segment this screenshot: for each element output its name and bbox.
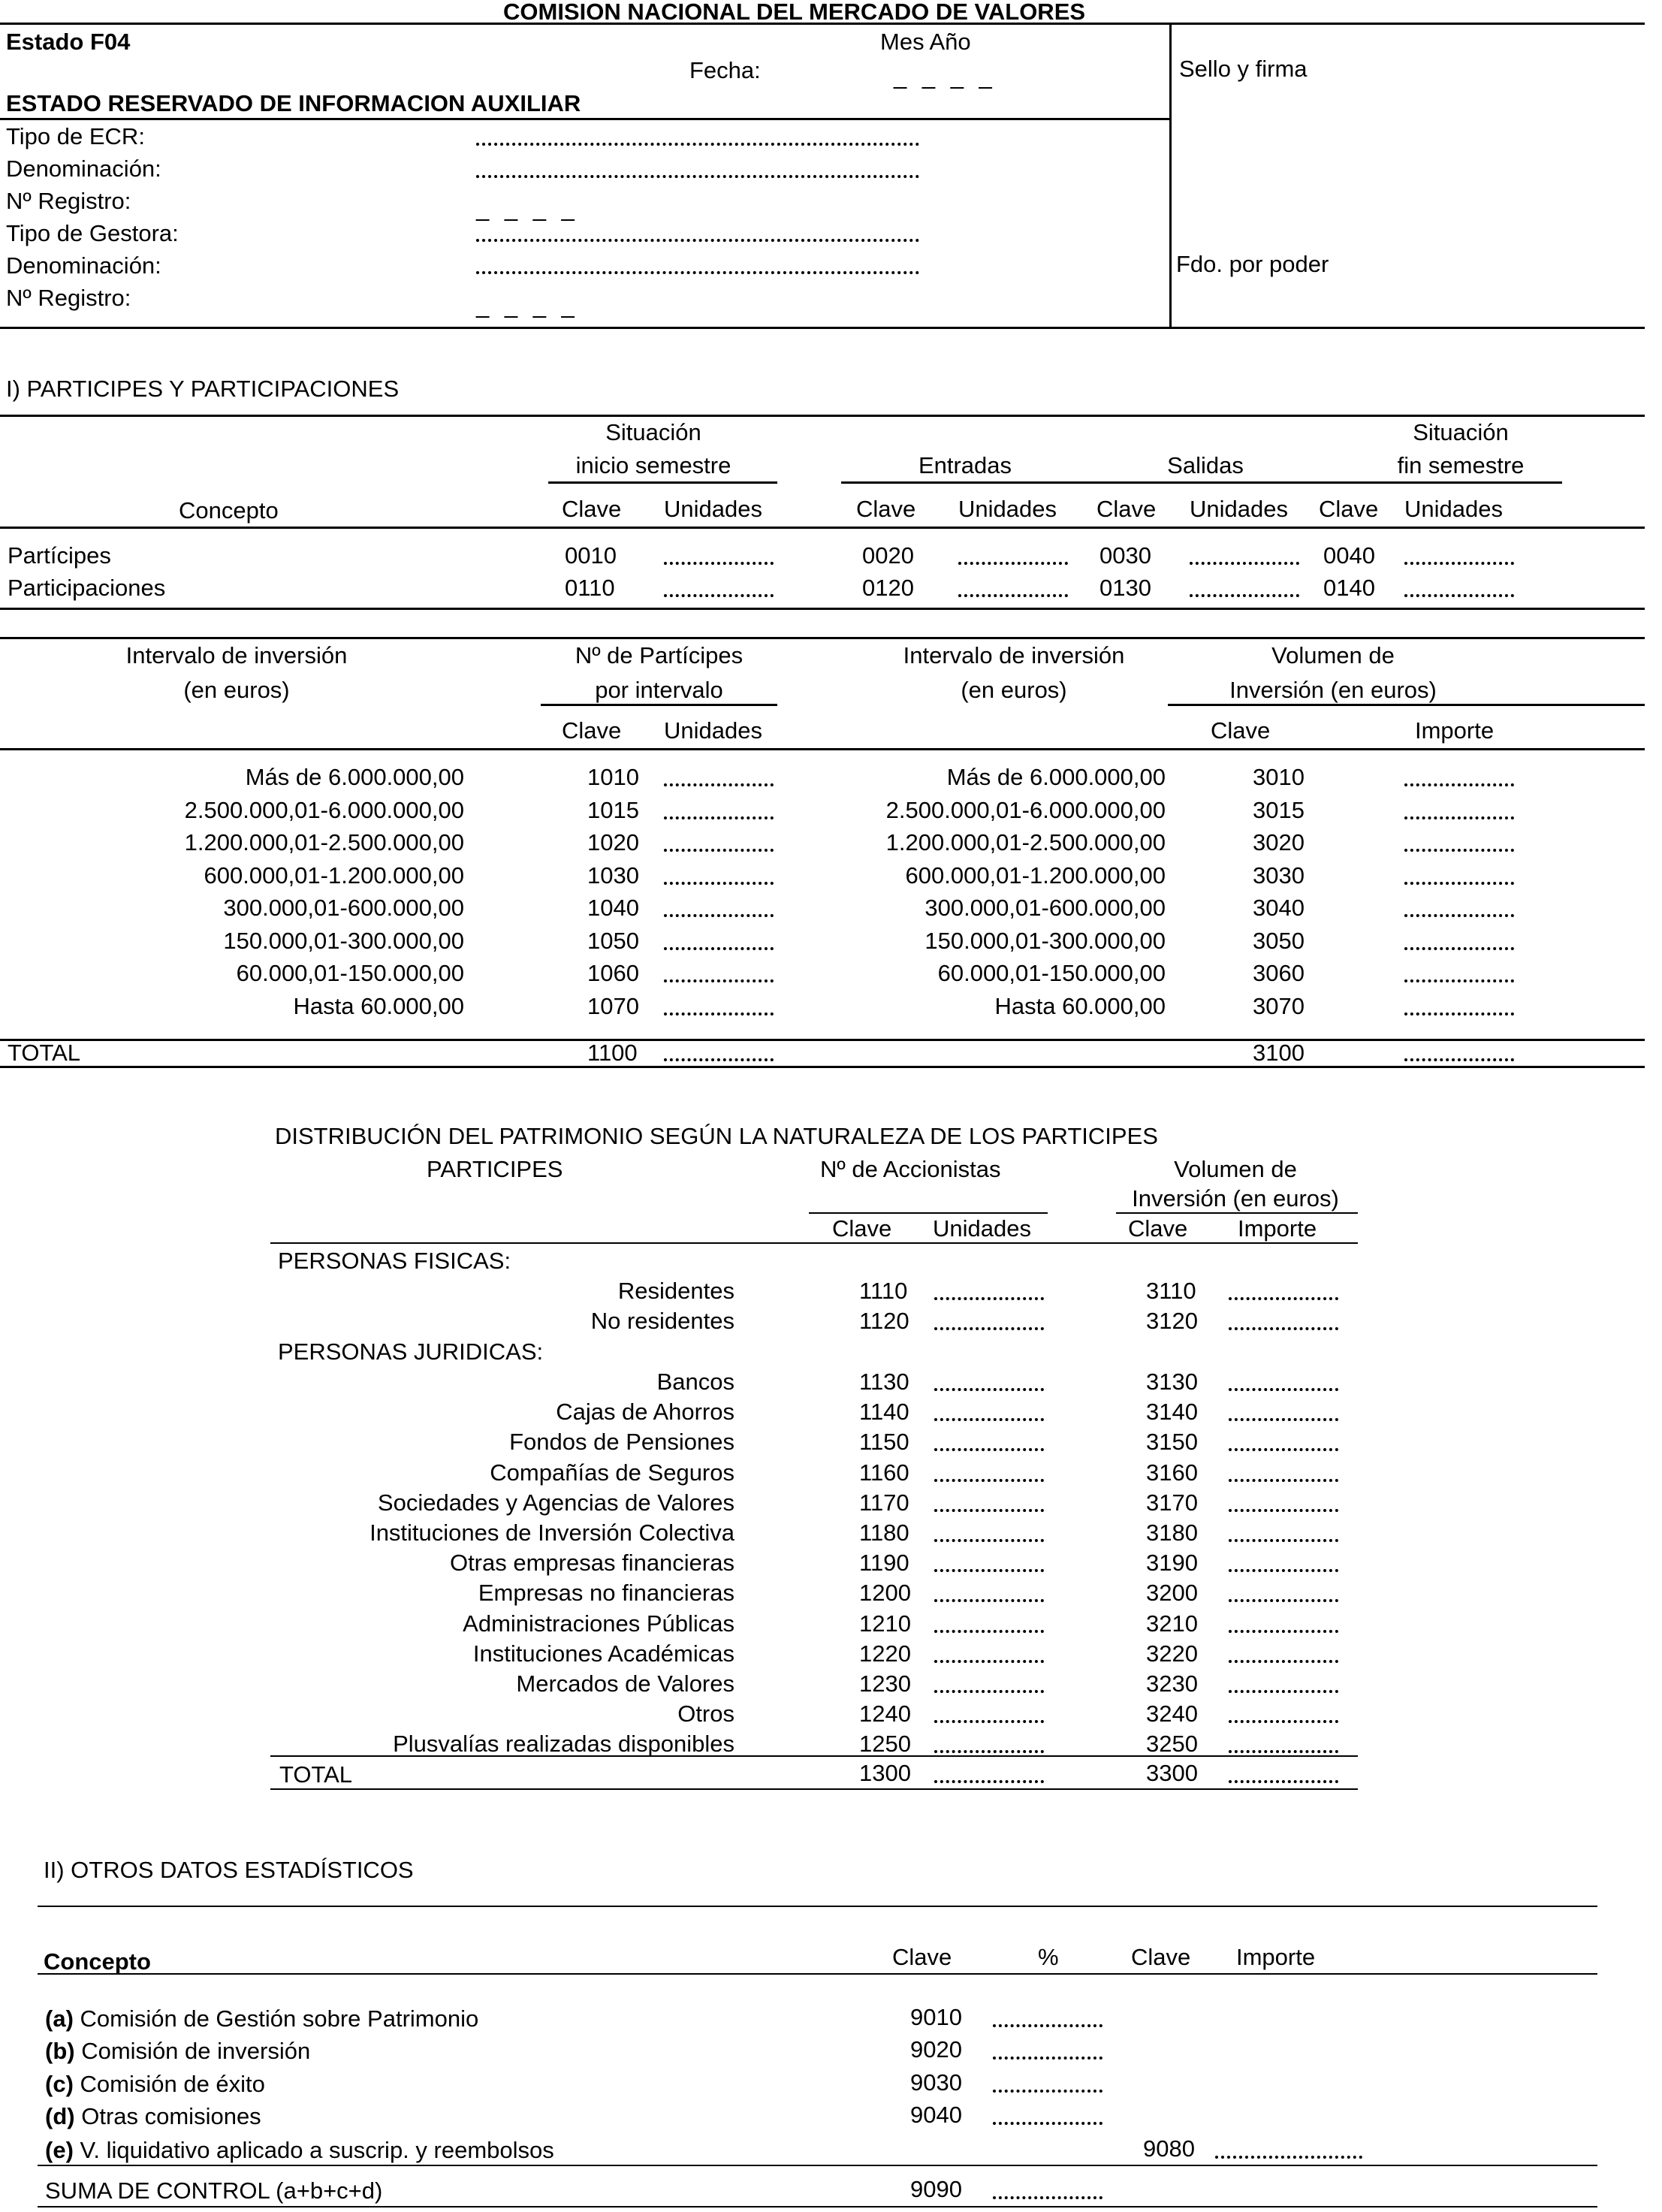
intervalos-total-bottom-rule <box>0 1066 1645 1068</box>
distribucion-row-label: Cajas de Ahorros <box>556 1399 734 1425</box>
volumen-header-1: Volumen de <box>1271 642 1395 668</box>
intervalo-unidades-header: Unidades <box>664 717 762 744</box>
otros-clave-header: Clave <box>892 1944 952 1970</box>
distribucion-clave-header-2: Clave <box>1128 1215 1188 1242</box>
otros-percent-header: % <box>1038 1944 1059 1970</box>
intervalo-value-2 <box>1404 783 1514 786</box>
section-1-code: 0130 <box>1099 575 1151 601</box>
volumen-rule <box>1116 1212 1358 1214</box>
distribucion-value-2 <box>1229 1630 1338 1633</box>
distribucion-code-1: 1150 <box>859 1429 909 1455</box>
row-e-letter: (e) <box>45 2137 74 2163</box>
row-e-value <box>1215 2156 1362 2159</box>
intervalo-right: 2.500.000,01-6.000.000,00 <box>885 797 1166 823</box>
clave-header-4: Clave <box>1319 496 1379 522</box>
otros-row-text: Comisión de Gestión sobre Patrimonio <box>80 2005 479 2032</box>
distribucion-row-label: Otros <box>677 1700 734 1727</box>
intervalo-left: 150.000,01-300.000,00 <box>223 928 464 954</box>
intervalo-code-2: 3040 <box>1253 895 1305 921</box>
intervalo-right: Más de 6.000.000,00 <box>946 764 1166 790</box>
suma-top-rule <box>38 2165 1597 2166</box>
distribucion-unidades-header: Unidades <box>933 1215 1031 1242</box>
movimientos-rule <box>841 481 1562 484</box>
section-1-value <box>1404 562 1514 565</box>
intervalos-top-rule <box>0 637 1645 639</box>
salidas-label: Salidas <box>1167 452 1244 478</box>
distribucion-value-2 <box>1229 1720 1338 1723</box>
section-1-value <box>1190 594 1299 597</box>
form-subtitle: ESTADO RESERVADO DE INFORMACION AUXILIAR <box>6 90 581 116</box>
distribucion-value-2 <box>1229 1297 1338 1300</box>
distribucion-row-label: Administraciones Públicas <box>463 1610 734 1637</box>
distribucion-clave-header-1: Clave <box>832 1215 892 1242</box>
intervalos-total-code-1: 1100 <box>587 1040 638 1066</box>
distribucion-value-1 <box>934 1327 1044 1330</box>
distribucion-accionistas-header: Nº de Accionistas <box>820 1156 1001 1182</box>
otros-row-letter: (a) <box>45 2005 74 2032</box>
distribucion-total-value-2 <box>1229 1780 1338 1783</box>
distribucion-code-1: 1170 <box>859 1489 909 1516</box>
intervalo-code-1: 1015 <box>587 797 639 823</box>
volumen-importe-header: Importe <box>1415 717 1495 744</box>
concepto-header: Concepto <box>179 497 279 524</box>
otros-row-text: Comisión de inversión <box>81 2038 311 2064</box>
intervalo-value-2 <box>1404 849 1514 852</box>
inicio-semestre-label: inicio semestre <box>575 452 731 478</box>
entradas-label: Entradas <box>918 452 1012 478</box>
distribucion-total-bottom-rule <box>270 1788 1358 1790</box>
otros-row-label <box>45 2007 478 2030</box>
otros-clave-header-2: Clave <box>1131 1944 1191 1970</box>
distribucion-title: DISTRIBUCIÓN DEL PATRIMONIO SEGÚN LA NATURALEZA DE LOS PARTICIPES <box>275 1123 1158 1149</box>
section-1-code: 0010 <box>565 542 617 569</box>
distribucion-code-2: 3140 <box>1146 1399 1198 1425</box>
intervalo-code-1: 1060 <box>587 960 639 986</box>
distribucion-code-2: 3180 <box>1146 1519 1198 1546</box>
section-1-top-rule <box>0 415 1645 417</box>
otros-row-label <box>45 2072 265 2096</box>
intervalo-value-1 <box>664 783 774 786</box>
distribucion-row-label: Sociedades y Agencias de Valores <box>377 1489 734 1516</box>
intervalo-left: Hasta 60.000,00 <box>293 993 464 1019</box>
header-top-rule <box>0 23 1645 25</box>
distribucion-value-2 <box>1229 1327 1338 1330</box>
estado-code: Estado F04 <box>6 29 131 55</box>
fdo-por-poder-label: Fdo. por poder <box>1176 251 1329 277</box>
intervalo-code-1: 1030 <box>587 862 639 889</box>
otros-row-value <box>993 2122 1102 2125</box>
intervalo-left: 300.000,01-600.000,00 <box>223 895 464 921</box>
section-1-value <box>664 594 774 597</box>
intervalo-code-2: 3010 <box>1253 764 1305 790</box>
distribucion-code-1: 1120 <box>859 1308 909 1334</box>
distribucion-code-1: 1220 <box>859 1640 911 1667</box>
intervalo-left: 60.000,01-150.000,00 <box>236 960 464 986</box>
intervalo-code-1: 1040 <box>587 895 639 921</box>
section-1-code: 0030 <box>1099 542 1151 569</box>
participes-header-1: Nº de Partícipes <box>575 642 744 668</box>
otros-row-text: Otras comisiones <box>81 2103 261 2129</box>
distribucion-row-label: Empresas no financieras <box>478 1580 734 1606</box>
distribucion-code-2: 3130 <box>1146 1369 1198 1395</box>
clave-header-2: Clave <box>856 496 916 522</box>
otros-importe-header: Importe <box>1236 1944 1316 1970</box>
distribucion-code-1: 1140 <box>859 1399 909 1425</box>
intervalo-code-1: 1070 <box>587 993 639 1019</box>
intervalo-value-1 <box>664 1012 774 1015</box>
section-1-header-rule <box>0 527 1645 529</box>
otros-row-value <box>993 2057 1102 2060</box>
distribucion-code-2: 3250 <box>1146 1731 1198 1757</box>
intervalo-header-left-2: (en euros) <box>183 677 290 703</box>
intervalo-right: Hasta 60.000,00 <box>994 993 1166 1019</box>
intervalo-code-2: 3070 <box>1253 993 1305 1019</box>
registro-gestora-label: Nº Registro: <box>6 285 131 311</box>
intervalo-right: 60.000,01-150.000,00 <box>937 960 1166 986</box>
intervalo-code-2: 3060 <box>1253 960 1305 986</box>
distribucion-value-2 <box>1229 1388 1338 1391</box>
participes-header-2: por intervalo <box>595 677 723 703</box>
intervalo-code-1: 1020 <box>587 829 639 856</box>
volumen-header-2: Inversión (en euros) <box>1229 677 1437 703</box>
intervalo-code-1: 1050 <box>587 928 639 954</box>
distribucion-value-1 <box>934 1720 1044 1723</box>
distribucion-code-2: 3220 <box>1146 1640 1198 1667</box>
otros-row-label <box>45 2105 261 2128</box>
suma-control-label: SUMA DE CONTROL (a+b+c+d) <box>45 2177 383 2204</box>
distribucion-total-code-1: 1300 <box>859 1760 911 1786</box>
distribucion-value-1 <box>934 1448 1044 1451</box>
distribucion-participes-header: PARTICIPES <box>427 1156 563 1182</box>
distribucion-code-1: 1110 <box>859 1278 908 1304</box>
intervalo-left: 2.500.000,01-6.000.000,00 <box>184 797 464 823</box>
intervalo-header-right-2: (en euros) <box>961 677 1067 703</box>
fecha-label: Fecha: <box>689 57 761 83</box>
intervalo-code-1: 1010 <box>587 764 639 790</box>
section-1-code: 0020 <box>862 542 914 569</box>
distribucion-code-1: 1250 <box>859 1731 911 1757</box>
intervalo-value-1 <box>664 914 774 917</box>
intervalo-value-1 <box>664 816 774 819</box>
section-2-header-rule <box>38 1973 1597 1975</box>
otros-row-value <box>993 2024 1102 2027</box>
distribucion-total-top-rule <box>270 1755 1358 1757</box>
distribucion-code-2: 3210 <box>1146 1610 1198 1637</box>
distribucion-code-1: 1130 <box>859 1369 909 1395</box>
distribucion-row-label: No residentes <box>590 1308 734 1334</box>
distribucion-code-2: 3200 <box>1146 1580 1198 1606</box>
intervalos-total-value-1 <box>664 1058 774 1061</box>
section-1-row-label: Partícipes <box>8 542 111 569</box>
section-1-code: 0120 <box>862 575 914 601</box>
distribucion-row-label: Plusvalías realizadas disponibles <box>393 1731 734 1757</box>
header-bottom-rule <box>0 327 1645 329</box>
distribucion-value-1 <box>934 1690 1044 1693</box>
section-1-bottom-rule <box>0 608 1645 610</box>
intervalo-right: 300.000,01-600.000,00 <box>925 895 1166 921</box>
unidades-header-2: Unidades <box>958 496 1057 522</box>
distribucion-volumen-header-2: Inversión (en euros) <box>1132 1185 1339 1212</box>
tipo-gestora-value <box>476 239 919 242</box>
section-1-code: 0110 <box>565 575 615 601</box>
intervalo-value-2 <box>1404 882 1514 885</box>
distribucion-row-label: Instituciones de Inversión Colectiva <box>370 1519 734 1546</box>
distribucion-code-1: 1210 <box>859 1610 911 1637</box>
volumen-clave-header: Clave <box>1211 717 1271 744</box>
denominacion-ecr-value <box>476 175 919 178</box>
intervalo-left: 600.000,01-1.200.000,00 <box>204 862 464 889</box>
section-2-top-rule <box>38 1906 1597 1907</box>
personas-juridicas-heading: PERSONAS JURIDICAS: <box>278 1338 544 1365</box>
otros-row-label <box>45 2039 310 2063</box>
distribucion-code-1: 1160 <box>859 1459 909 1486</box>
distribucion-total-value-1 <box>934 1780 1044 1783</box>
distribucion-code-1: 1190 <box>859 1550 909 1576</box>
otros-row-text: Comisión de éxito <box>80 2071 265 2097</box>
otros-row-letter: (d) <box>45 2103 75 2129</box>
distribucion-value-1 <box>934 1630 1044 1633</box>
denominacion-gestora-label: Denominación: <box>6 252 161 279</box>
distribucion-code-2: 3160 <box>1146 1459 1198 1486</box>
row-e-label <box>45 2138 554 2162</box>
intervalo-value-1 <box>664 882 774 885</box>
intervalo-value-2 <box>1404 914 1514 917</box>
fin-semestre-label: fin semestre <box>1397 452 1525 478</box>
header-divider <box>1169 23 1172 328</box>
otros-concepto-header: Concepto <box>44 1948 151 1975</box>
clave-header-1: Clave <box>562 496 622 522</box>
unidades-header-3: Unidades <box>1190 496 1288 522</box>
form-title: COMISION NACIONAL DEL MERCADO DE VALORES <box>503 0 1086 25</box>
suma-bottom-rule <box>38 2206 1597 2207</box>
distribucion-code-2: 3150 <box>1146 1429 1198 1455</box>
distribucion-value-2 <box>1229 1750 1338 1753</box>
intervalos-total-label: TOTAL <box>8 1040 81 1066</box>
distribucion-value-1 <box>934 1750 1044 1753</box>
section-1-code: 0140 <box>1323 575 1375 601</box>
distribucion-value-1 <box>934 1418 1044 1421</box>
otros-row-letter: (c) <box>45 2071 74 2097</box>
section-1-title: I) PARTICIPES Y PARTICIPACIONES <box>6 376 400 402</box>
distribucion-value-1 <box>934 1599 1044 1602</box>
section-1-value <box>1404 594 1514 597</box>
intervalo-code-2: 3020 <box>1253 829 1305 856</box>
otros-row-code: 9030 <box>910 2069 962 2096</box>
otros-row-code: 9020 <box>910 2036 962 2063</box>
distribucion-volumen-header-1: Volumen de <box>1174 1156 1297 1182</box>
intervalo-value-1 <box>664 947 774 950</box>
distribucion-code-2: 3120 <box>1146 1308 1198 1334</box>
denominacion-gestora-value <box>476 271 919 274</box>
intervalo-value-1 <box>664 849 774 852</box>
intervalo-code-2: 3015 <box>1253 797 1305 823</box>
intervalo-code-2: 3050 <box>1253 928 1305 954</box>
fecha-value: _ _ _ _ <box>894 63 997 89</box>
distribucion-value-2 <box>1229 1690 1338 1693</box>
tipo-ecr-value <box>476 143 919 146</box>
distribucion-value-1 <box>934 1539 1044 1542</box>
otros-row-code: 9010 <box>910 2004 962 2030</box>
otros-row-value <box>993 2090 1102 2093</box>
otros-row-code: 9040 <box>910 2102 962 2128</box>
intervalos-total-value-2 <box>1404 1058 1514 1061</box>
registro-ecr-label: Nº Registro: <box>6 188 131 214</box>
distribucion-code-2: 3230 <box>1146 1670 1198 1697</box>
otros-row-letter: (b) <box>45 2038 75 2064</box>
distribucion-header-rule <box>270 1242 1358 1244</box>
denominacion-ecr-label: Denominación: <box>6 155 161 182</box>
participes-header-rule <box>541 704 777 706</box>
clave-header-3: Clave <box>1096 496 1157 522</box>
intervalo-value-2 <box>1404 979 1514 982</box>
distribucion-row-label: Mercados de Valores <box>516 1670 734 1697</box>
distribucion-row-label: Bancos <box>656 1369 734 1395</box>
distribucion-code-1: 1180 <box>859 1519 909 1546</box>
section-2-title: II) OTROS DATOS ESTADÍSTICOS <box>44 1857 414 1883</box>
subtitle-rule <box>0 118 1169 120</box>
intervalo-right: 600.000,01-1.200.000,00 <box>905 862 1166 889</box>
registro-ecr-value: _ _ _ _ <box>476 195 579 222</box>
tipo-ecr-label: Tipo de ECR: <box>6 123 145 149</box>
distribucion-value-1 <box>934 1569 1044 1572</box>
section-1-value <box>1190 562 1299 565</box>
intervalo-value-1 <box>664 979 774 982</box>
distribucion-value-2 <box>1229 1509 1338 1512</box>
intervalo-header-left-1: Intervalo de inversión <box>125 642 348 668</box>
accionistas-rule <box>809 1212 1048 1214</box>
section-1-value <box>664 562 774 565</box>
distribucion-total-code-2: 3300 <box>1146 1760 1198 1786</box>
situacion-fin-label: Situación <box>1413 419 1509 445</box>
intervalo-value-2 <box>1404 1012 1514 1015</box>
mes-anio-label: Mes Año <box>880 29 971 55</box>
row-e-text: V. liquidativo aplicado a suscrip. y reembolsos <box>80 2137 554 2163</box>
section-1-value <box>958 562 1068 565</box>
intervalo-right: 1.200.000,01-2.500.000,00 <box>885 829 1166 856</box>
intervalo-code-2: 3030 <box>1253 862 1305 889</box>
tipo-gestora-label: Tipo de Gestora: <box>6 220 179 246</box>
intervalos-total-code-2: 3100 <box>1253 1040 1305 1066</box>
distribucion-value-1 <box>934 1388 1044 1391</box>
distribucion-total-label: TOTAL <box>279 1761 353 1788</box>
inicio-rule <box>548 481 777 484</box>
distribucion-row-label: Compañías de Seguros <box>490 1459 734 1486</box>
section-1-value <box>958 594 1068 597</box>
distribucion-code-1: 1200 <box>859 1580 911 1606</box>
distribucion-value-2 <box>1229 1539 1338 1542</box>
section-1-row-label: Participaciones <box>8 575 166 601</box>
situacion-inicio-label: Situación <box>605 419 701 445</box>
distribucion-code-2: 3190 <box>1146 1550 1198 1576</box>
distribucion-row-label: Otras empresas financieras <box>449 1550 734 1576</box>
distribucion-value-2 <box>1229 1569 1338 1572</box>
section-1-code: 0040 <box>1323 542 1375 569</box>
distribucion-row-label: Fondos de Pensiones <box>509 1429 734 1455</box>
intervalo-left: 1.200.000,01-2.500.000,00 <box>184 829 464 856</box>
intervalo-clave-header: Clave <box>562 717 622 744</box>
intervalo-right: 150.000,01-300.000,00 <box>925 928 1166 954</box>
distribucion-row-label: Residentes <box>617 1278 734 1304</box>
registro-gestora-value: _ _ _ _ <box>476 292 579 318</box>
unidades-header-4: Unidades <box>1404 496 1503 522</box>
intervalos-total-top-rule <box>0 1039 1645 1041</box>
distribucion-importe-header: Importe <box>1238 1215 1317 1242</box>
intervalo-value-2 <box>1404 816 1514 819</box>
distribucion-value-2 <box>1229 1448 1338 1451</box>
distribucion-code-2: 3170 <box>1146 1489 1198 1516</box>
distribucion-value-1 <box>934 1660 1044 1663</box>
distribucion-value-1 <box>934 1479 1044 1482</box>
distribucion-value-2 <box>1229 1599 1338 1602</box>
distribucion-value-2 <box>1229 1660 1338 1663</box>
suma-control-value <box>993 2196 1102 2199</box>
distribucion-code-2: 3110 <box>1146 1278 1196 1304</box>
intervalo-value-2 <box>1404 947 1514 950</box>
distribucion-code-1: 1230 <box>859 1670 911 1697</box>
sello-firma-label: Sello y firma <box>1179 56 1308 82</box>
distribucion-value-2 <box>1229 1418 1338 1421</box>
intervalo-left: Más de 6.000.000,00 <box>245 764 464 790</box>
suma-control-code: 9090 <box>910 2176 962 2202</box>
intervalo-header-right-1: Intervalo de inversión <box>903 642 1125 668</box>
distribucion-code-1: 1240 <box>859 1700 911 1727</box>
distribucion-value-1 <box>934 1297 1044 1300</box>
unidades-header-1: Unidades <box>664 496 762 522</box>
distribucion-value-1 <box>934 1509 1044 1512</box>
distribucion-code-2: 3240 <box>1146 1700 1198 1727</box>
distribucion-row-label: Instituciones Académicas <box>472 1640 734 1667</box>
volumen-header-rule <box>1168 704 1645 706</box>
row-e-code: 9080 <box>1143 2135 1195 2162</box>
distribucion-value-2 <box>1229 1479 1338 1482</box>
intervalos-header-rule <box>0 748 1645 750</box>
personas-fisicas-heading: PERSONAS FISICAS: <box>278 1248 511 1274</box>
